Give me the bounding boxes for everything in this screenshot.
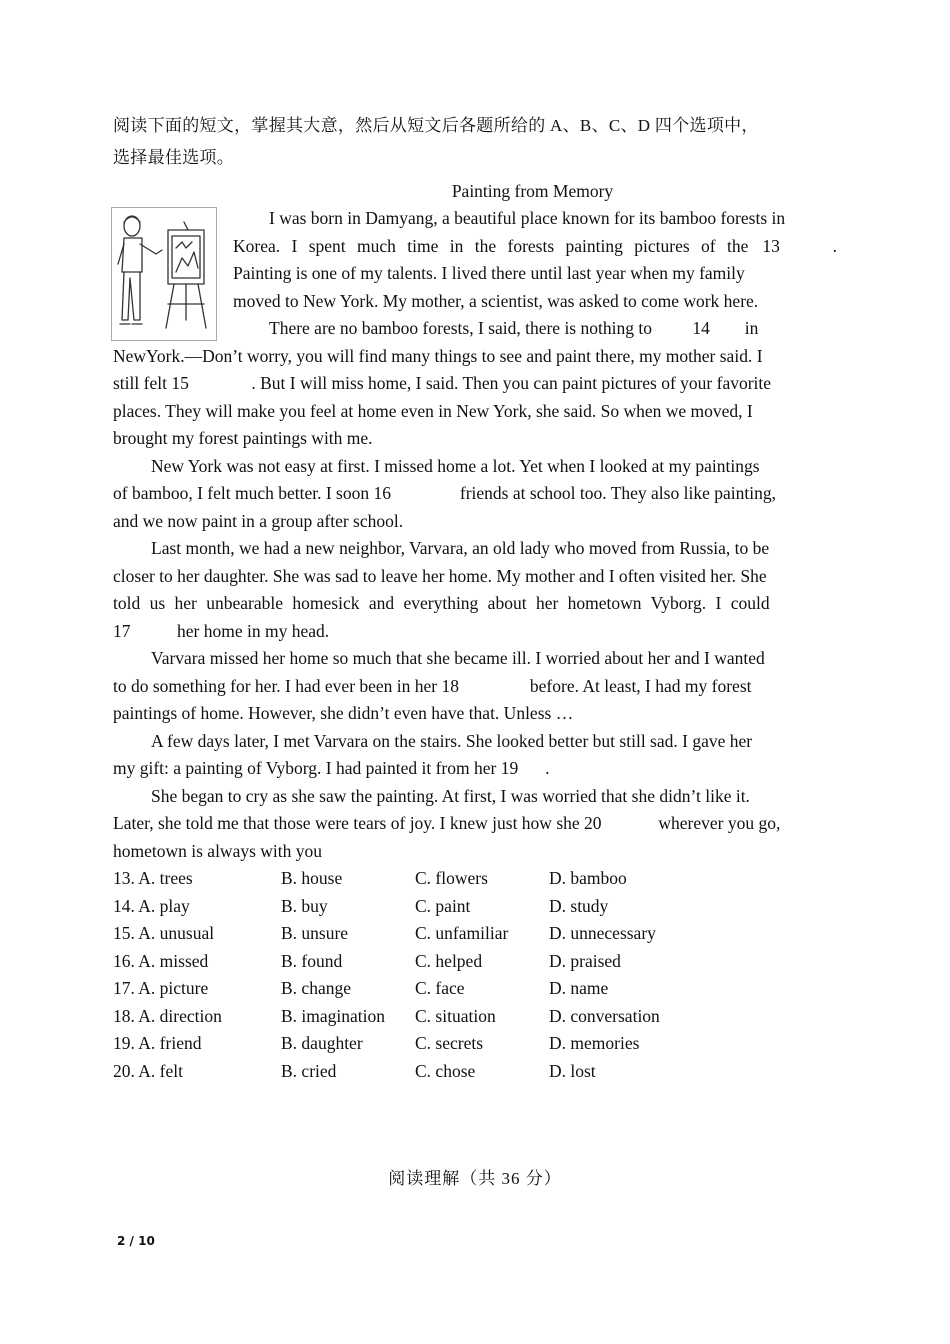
option-a: 18. A. direction [113, 1005, 222, 1026]
question-19 [113, 1030, 837, 1058]
p7-line-2-a: Later, she told me that those were tears of joy. I knew just how she [113, 813, 580, 833]
blank-15: 15 [171, 373, 189, 393]
p2-line-3: places. They will make you feel at home even in New York, she said. So when we moved, I [113, 400, 753, 421]
p7-line-2 [113, 810, 837, 838]
document-page [113, 110, 837, 1085]
question-13 [113, 865, 837, 893]
p3-line-1: New York was not easy at first. I missed home a lot. Yet when I looked at my paintings [151, 455, 760, 476]
option-b: B. imagination [281, 1005, 386, 1026]
p5-line-1: Varvara missed her home so much that she became ill. I worried about her and I wanted [151, 648, 765, 668]
option-c: C. chose [415, 1060, 476, 1081]
option-a: 13. A. trees [113, 868, 193, 888]
option-c: C. face [415, 978, 465, 998]
question-14 [113, 893, 837, 921]
wrapped-line-3: Painting is one of my talents. I lived there until last year when my family [233, 263, 745, 283]
passage-title: Painting from Memory [451, 181, 614, 201]
question-list [113, 865, 837, 1085]
question-20 [113, 1058, 837, 1086]
p6-line-1: A few days later, I met Varvara on the stairs. She looked better but still sad. I gave her [151, 730, 753, 751]
option-c: C. helped [415, 950, 483, 971]
option-a: 20. A. felt [113, 1060, 183, 1081]
option-b: B. change [281, 978, 351, 998]
p3-line-3: and we now paint in a group after school. [113, 510, 404, 531]
p5-line-3: paintings of home. However, she didn’t even have that. Unless … [113, 703, 574, 723]
option-d: D. lost [549, 1060, 596, 1081]
blank-14: 14 [692, 318, 710, 338]
blank-17: 17 [113, 620, 131, 641]
p2-line-2-a: still felt [113, 373, 167, 393]
p4-line-1: Last month, we had a new neighbor, Varvara, an old lady who moved from Russia, to be [151, 538, 770, 558]
option-c: C. situation [415, 1005, 496, 1026]
option-a: 15. A. unusual [113, 923, 215, 943]
option-c: C. flowers [415, 868, 488, 888]
option-c: C. secrets [415, 1033, 484, 1053]
blank-18: 18 [441, 675, 460, 696]
p4-line-2: closer to her daughter. She was sad to leave her home. My mother and I often visited her. She [113, 565, 767, 586]
p3-line-2 [113, 480, 837, 508]
wrapped-line-2-end: . [832, 235, 837, 256]
instruction-line-2: 选择最佳选项。 [113, 148, 235, 167]
wrapped-line-5 [233, 315, 837, 343]
instruction-line-1: 阅读下面的短文，掌握其大意，然后从短文后各题所给的 A、B、C、D 四个选项中， [113, 116, 759, 135]
p2-line-2 [113, 370, 837, 398]
wrapped-paragraph [233, 205, 837, 343]
p7-line-2-b: wherever you go, [658, 813, 781, 833]
p3-line-2-a: of bamboo, I felt much better. I soon [113, 483, 370, 503]
question-15 [113, 920, 837, 948]
p7-line-1: She began to cry as she saw the painting. At first, I was worried that she didn’t like it. [151, 785, 750, 806]
blank-19: 19 [500, 758, 519, 778]
wrapped-line-1: I was born in Damyang, a beautiful place known for its bamboo forests in [269, 208, 786, 228]
wrapped-line-2-text: Korea. I spent much time in the forests painting pictures of the [233, 235, 749, 256]
p6-line-2 [113, 755, 837, 783]
p5-line-2-b: before. At least, I had my forest [529, 675, 752, 696]
p2-line-1: NewYork.―Don’t worry, you will find many things to see and paint there, my mother said. I [113, 345, 763, 366]
instruction [113, 110, 837, 174]
p4-line-4 [113, 618, 837, 646]
painter-sketch-icon [112, 208, 216, 340]
option-b: B. found [281, 950, 343, 971]
p4-line-4-b: her home in my head. [177, 620, 330, 641]
option-c: C. unfamiliar [415, 923, 509, 943]
wrapped-line-2 [233, 233, 837, 261]
wrapped-line-4: moved to New York. My mother, a scientist, was asked to come work here. [233, 290, 759, 311]
section-heading: 阅读理解（共 36 分） [388, 1169, 562, 1188]
boy-painting-illustration [111, 207, 217, 341]
p5-line-2-a: to do something for her. I had ever been in her [113, 675, 438, 696]
p2-line-2-b: . But I will miss home, I said. Then you can paint pictures of your favorite [251, 373, 772, 393]
option-a: 17. A. picture [113, 978, 209, 998]
option-a: 14. A. play [113, 895, 190, 916]
option-d: D. name [549, 978, 609, 998]
p5-line-2 [113, 673, 837, 701]
option-b: B. cried [281, 1060, 337, 1081]
option-c: C. paint [415, 895, 471, 916]
p3-line-2-b: friends at school too. They also like painting, [459, 483, 776, 503]
option-d: D. study [549, 895, 609, 916]
option-d: D. praised [549, 950, 621, 971]
p4-line-3: told us her unbearable homesick and everything about her hometown Vyborg. I could [113, 593, 770, 613]
passage [113, 205, 837, 865]
blank-16: 16 [373, 483, 391, 503]
question-16 [113, 948, 837, 976]
option-a: 16. A. missed [113, 950, 209, 971]
p2-line-4: brought my forest paintings with me. [113, 428, 373, 448]
p6-line-2-a: my gift: a painting of Vyborg. I had painted it from her [113, 758, 497, 778]
p7-line-3: hometown is always with you [113, 840, 323, 861]
p6-line-2-b: . [545, 758, 550, 778]
option-b: B. unsure [281, 923, 349, 943]
question-17 [113, 975, 837, 1003]
option-d: D. unnecessary [549, 923, 656, 943]
option-d: D. bamboo [549, 868, 627, 888]
blank-13: 13 [762, 235, 780, 256]
option-d: D. conversation [549, 1005, 660, 1026]
option-d: D. memories [549, 1033, 640, 1053]
wrapped-line-5-end: in [744, 318, 759, 338]
option-a: 19. A. friend [113, 1033, 202, 1053]
option-b: B. buy [281, 895, 328, 916]
blank-20: 20 [584, 813, 602, 833]
option-b: B. daughter [281, 1033, 363, 1053]
page-number: 2 / 10 [117, 1234, 155, 1248]
question-18 [113, 1003, 837, 1031]
option-b: B. house [281, 868, 343, 888]
wrapped-line-5-text: There are no bamboo forests, I said, there is nothing to [269, 318, 652, 338]
